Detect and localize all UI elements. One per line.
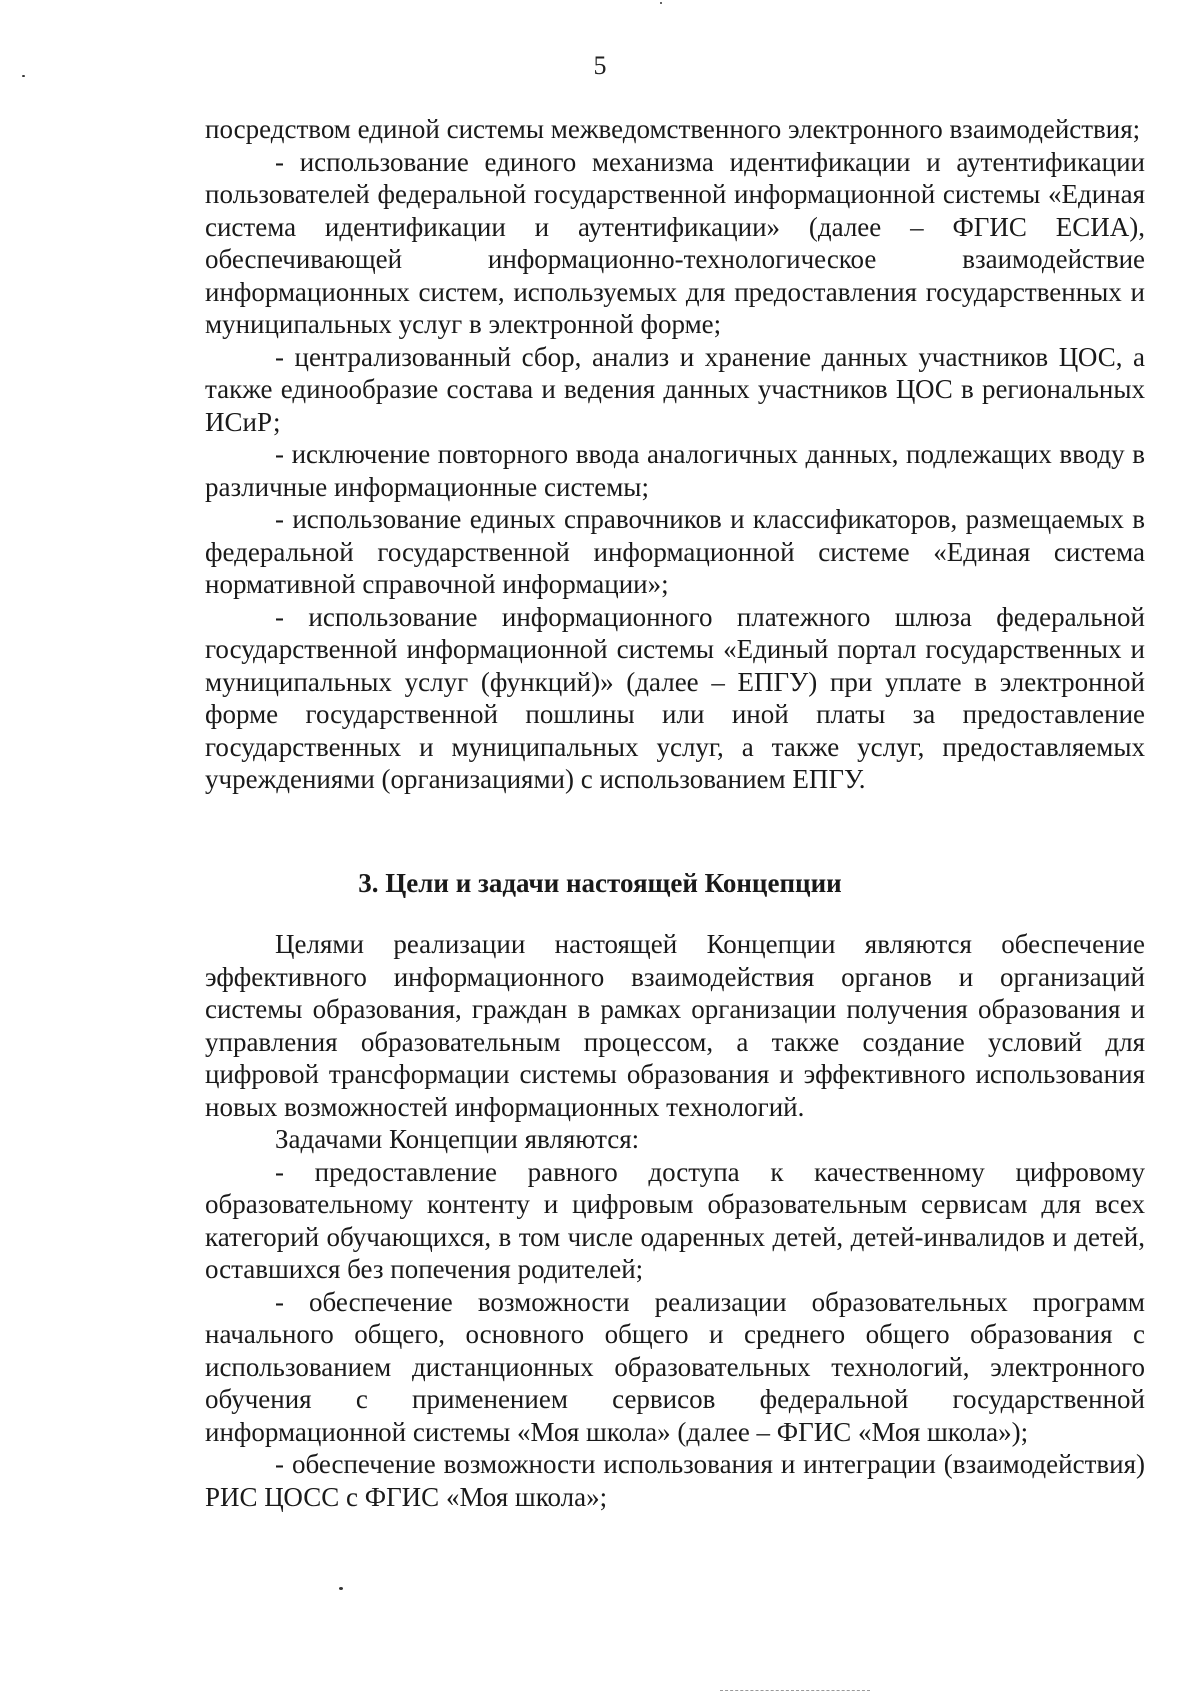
paragraph: - централизованный сбор, анализ и хранение данных участников ЦОС, а также единообразие состава и ведения данных участников ЦОС в региональных ИСиР;: [205, 341, 1145, 437]
paragraph: - предоставление равного доступа к качественному цифровому образовательному контенту и цифровым образовательным сервисам для всех категорий обучающихся, в том числе одаренных детей, детей-инвалидов и детей, оставшихся без попечения родителей;: [205, 1156, 1145, 1284]
paragraph: Целями реализации настоящей Концепции являются обеспечение эффективного информационного взаимодействия органов и организаций системы образования, граждан в рамках организации получения образования и управления образовательным процессом, а также создание условий для цифровой трансформации системы образования и эффективного использования новых возможностей информационных технологий.: [205, 929, 1145, 1122]
section-heading: 3. Цели и задачи настоящей Концепции: [358, 868, 842, 898]
paragraph: - использование единых справочников и классификаторов, размещаемых в федеральной государственной информационной системе «Единая система нормативной справочной информации»;: [205, 504, 1145, 599]
paragraph: - использование единого механизма идентификации и аутентификации пользователей федеральной государственной информационной системы «Единая система идентификации и аутентификации» (далее – ФГИС ЕСИА), обеспечивающей информационно-технологическое взаимодействие информационных систем, используемых для предоставления государственных и муниципальных услуг в электронной форме;: [205, 146, 1145, 339]
scan-speck: [339, 1587, 343, 1590]
body-text-bottom: [205, 928, 1145, 1513]
paragraph: - использование информационного платежного шлюза федеральной государственной информационной системы «Единый портал государственных и муниципальных услуг (функций)» (далее – ЕПГУ) при уплате в электронной форме государственной пошлины или иной платы за предоставление государственных и муниципальных услуг, а также услуг, предоставляемых учреждениями (организациями) с использованием ЕПГУ.: [205, 601, 1145, 794]
body-text-top: [205, 113, 1145, 796]
paragraph: - обеспечение возможности реализации образовательных программ начального общего, основного общего и среднего общего образования с использованием дистанционных образовательных технологий, электронного обучения с применением сервисов федеральной государственной информационной системы «Моя школа» (далее – ФГИС «Моя школа»);: [205, 1286, 1145, 1447]
paragraph: посредством единой системы межведомственного электронного взаимодействия;: [205, 114, 1141, 144]
paragraph: Задачами Концепции являются:: [275, 1124, 640, 1154]
paragraph: - обеспечение возможности использования и интеграции (взаимодействия) РИС ЦОСС с ФГИС «Моя школа»;: [205, 1449, 1145, 1512]
page-number: 5: [593, 51, 607, 80]
paragraph: - исключение повторного ввода аналогичных данных, подлежащих вводу в различные информационные системы;: [205, 439, 1145, 502]
scan-speck: [660, 2, 662, 4]
scan-edge-line: [720, 1690, 870, 1692]
